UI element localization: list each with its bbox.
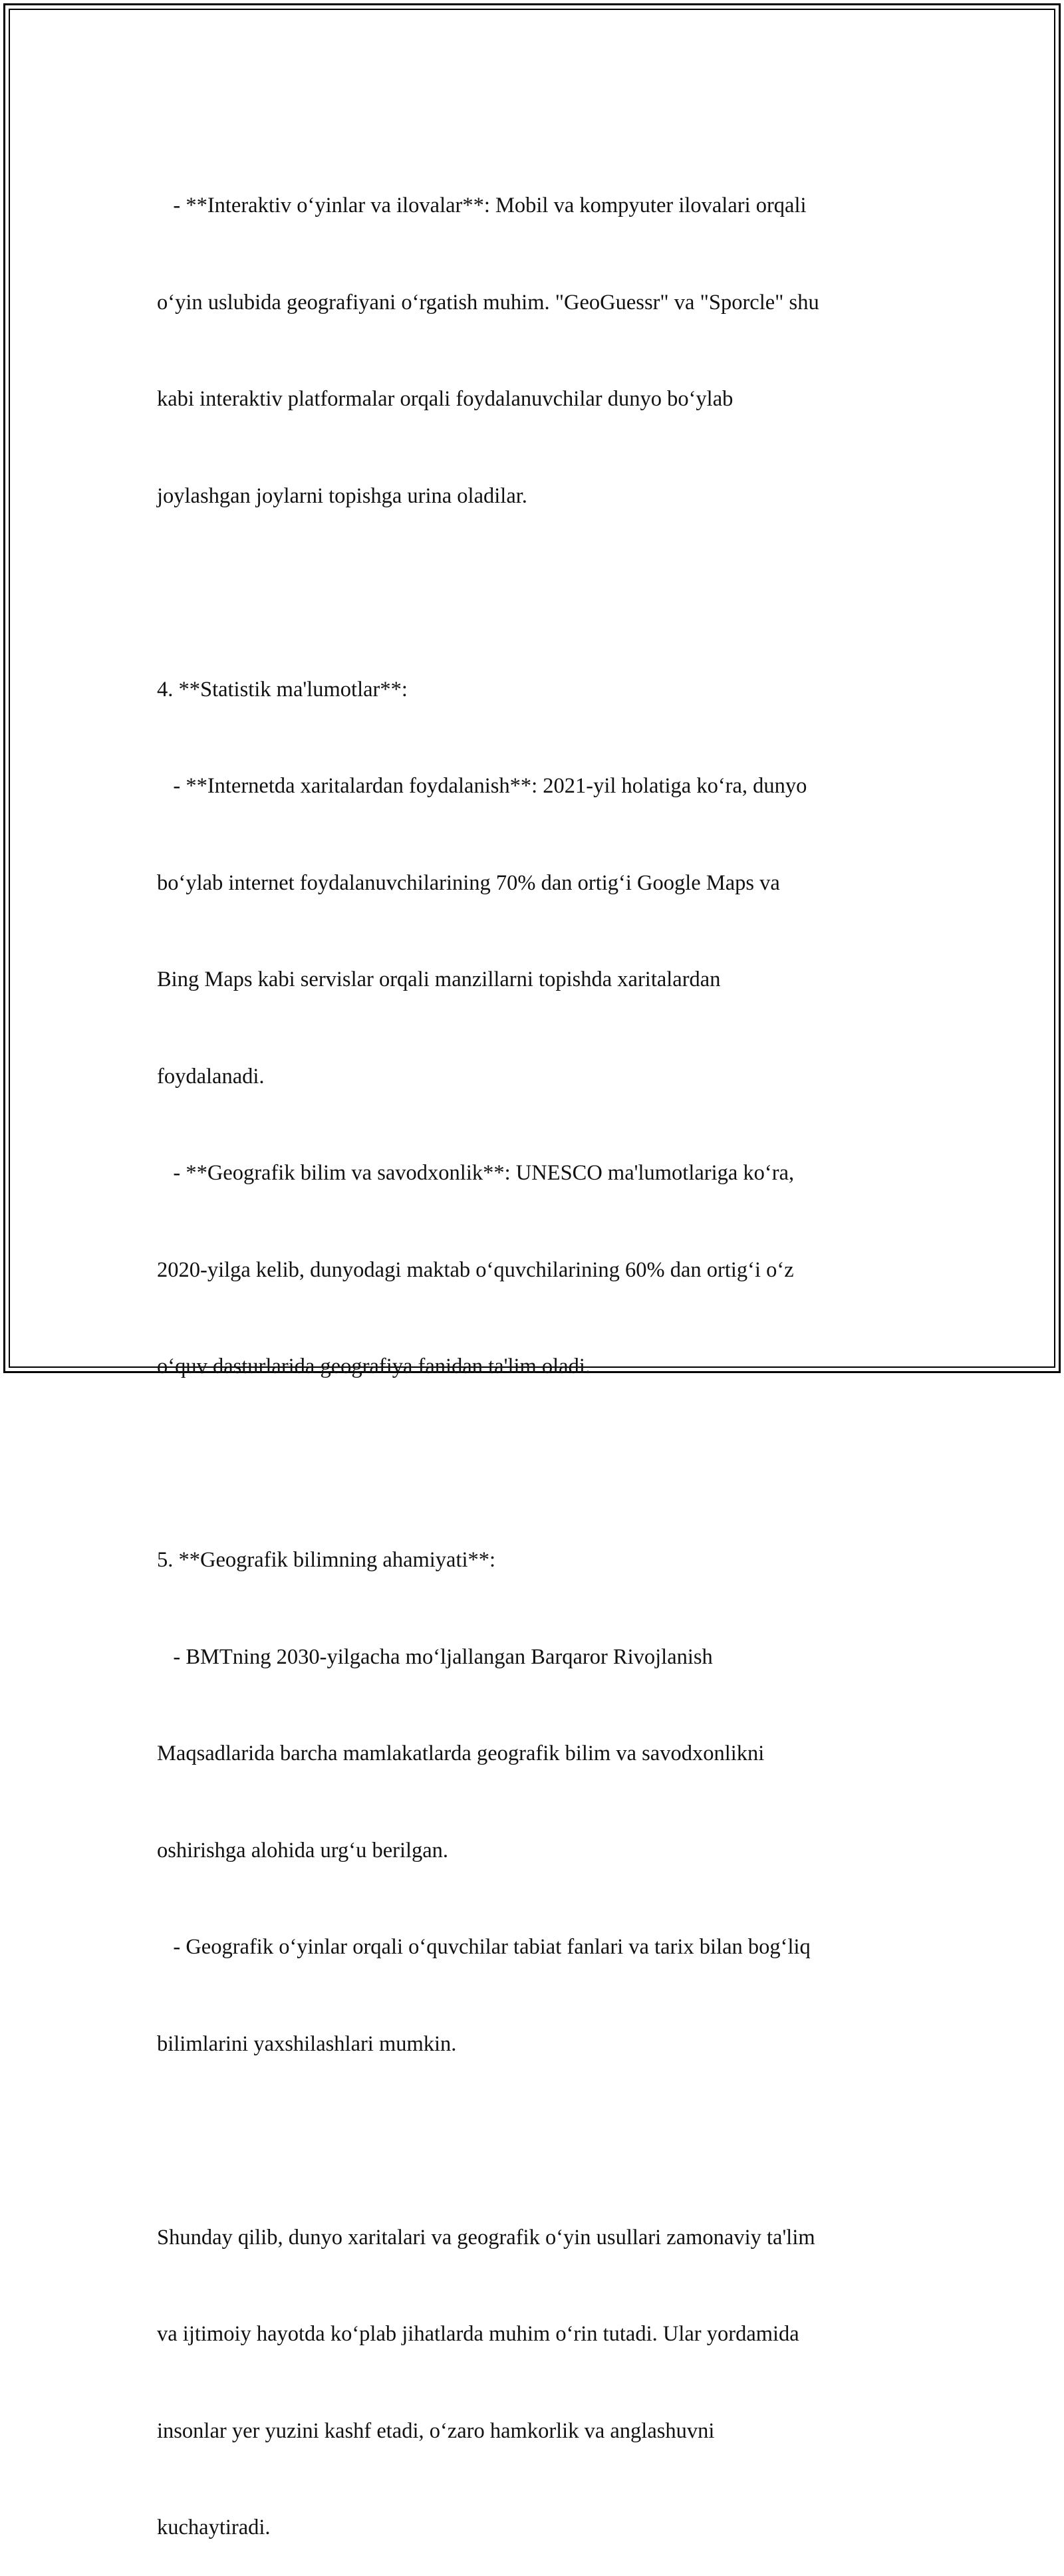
conclusion-line: kuchaytiradi. bbox=[157, 2515, 271, 2539]
section-heading: 5. **Geografik bilimning ahamiyati**: bbox=[157, 1548, 496, 1572]
text-line: o‘quv dasturlarida geografiya fanidan ta'lim oladi. bbox=[157, 1354, 591, 1378]
text-line: oshirishga alohida urg‘u berilgan. bbox=[157, 1838, 449, 1863]
text-line: bo‘ylab internet foydalanuvchilarining 70% dan ortig‘i Google Maps va bbox=[157, 870, 780, 895]
conclusion-line: Shunday qilib, dunyo xaritalari va geografik o‘yin usullari zamonaviy ta'lim bbox=[157, 2225, 815, 2250]
text-line: joylashgan joylarni topishga urina oladilar. bbox=[157, 483, 527, 508]
conclusion-line: va ijtimoiy hayotda ko‘plab jihatlarda muhim o‘rin tutadi. Ular yordamida bbox=[157, 2322, 799, 2346]
text-line: Maqsadlarida barcha mamlakatlarda geografik bilim va savodxonlikni bbox=[157, 1741, 765, 1765]
document-body bbox=[157, 125, 915, 2576]
blank-line bbox=[157, 1448, 915, 1480]
text-line: - Geografik o‘yinlar orqali o‘quvchilar tabiat fanlari va tarix bilan bog‘liq bbox=[157, 1935, 811, 1959]
text-line: - **Interaktiv o‘yinlar va ilovalar**: Mobil va kompyuter ilovalari orqali bbox=[157, 193, 807, 217]
text-line: 2020-yilga kelib, dunyodagi maktab o‘quvchilarining 60% dan ortig‘i o‘z bbox=[157, 1257, 794, 1282]
text-line: foydalanadi. bbox=[157, 1064, 265, 1089]
blank-line bbox=[157, 2125, 915, 2157]
section-heading: 4. **Statistik ma'lumotlar**: bbox=[157, 677, 408, 702]
text-line: - **Internetda xaritalardan foydalanish**: 2021-yil holatiga ko‘ra, dunyo bbox=[157, 774, 807, 798]
text-line: - BMTning 2030-yilgacha mo‘ljallangan Barqaror Rivojlanish bbox=[157, 1644, 713, 1669]
blank-line bbox=[157, 577, 915, 609]
text-line: Bing Maps kabi servislar orqali manzillarni topishda xaritalardan bbox=[157, 967, 721, 991]
text-line: kabi interaktiv platformalar orqali foydalanuvchilar dunyo bo‘ylab bbox=[157, 387, 733, 411]
text-line: - **Geografik bilim va savodxonlik**: UNESCO ma'lumotlariga ko‘ra, bbox=[157, 1161, 795, 1185]
text-line: bilimlarini yaxshilashlari mumkin. bbox=[157, 2031, 457, 2056]
text-line: o‘yin uslubida geografiyani o‘rgatish muhim. "GeoGuessr" va "Sporcle" shu bbox=[157, 290, 819, 315]
conclusion-line: insonlar yer yuzini kashf etadi, o‘zaro hamkorlik va anglashuvni bbox=[157, 2418, 715, 2443]
